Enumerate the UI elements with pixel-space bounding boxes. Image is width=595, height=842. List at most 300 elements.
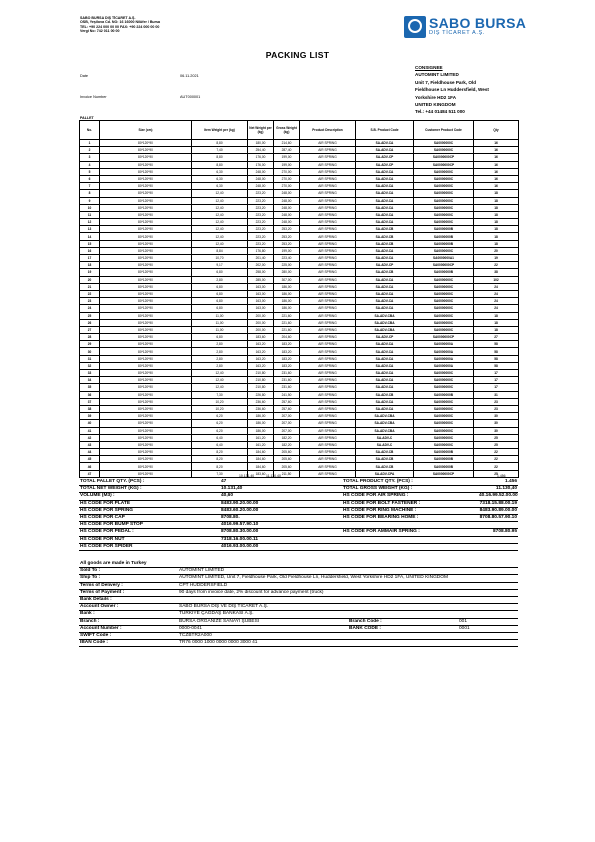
table-cell: 6,80 [192,305,248,312]
table-cell: SA0000000C [414,190,474,197]
table-cell: 58 [474,355,519,362]
table-cell: AIR SPRING [300,305,356,312]
table-cell: 5 [80,168,100,175]
summary-label: HS CODE FOR RING MACHINE : [343,507,417,513]
table-cell: SA-ADV-CBA [356,319,414,326]
table-cell: 80*120*90 [100,398,192,405]
summary-value: 8483.90.89.00.00 [479,507,517,513]
summary-label: HS CODE FOR AIR SPRING : [343,493,409,499]
summary-label: HS CODE FOR CAP [80,514,125,520]
table-cell: 253,20 [274,233,300,240]
company-line: SABO BURSA DIŞ TİCARET A.Ş. [80,16,136,20]
table-cell: SA-ADV-CPA [356,470,414,477]
table-cell: 37 [80,398,100,405]
table-cell: 210,80 [248,370,274,377]
table-row [80,233,519,240]
table-cell: 10 [80,204,100,211]
table-cell: 22 [474,456,519,463]
summary-row [79,522,518,529]
shipping-value: CPT HUDDERSFIELD [179,582,228,588]
table-cell: 80*120*90 [100,319,192,326]
table-cell: 80*120*90 [100,175,192,182]
table-cell: 2,80 [192,355,248,362]
table-cell: 16 [474,183,519,190]
table-cell: AIR SPRING [300,211,356,218]
table-cell: 40 [80,420,100,427]
shipping-value: AUTOMINT LIMITED [179,568,225,574]
table-cell: SA-ADV-CA [356,190,414,197]
invoice-label: Invoice Number [80,95,107,99]
table-cell: 184,60 [248,463,274,470]
table-cell: 25 [474,470,519,477]
table-cell: 80*120*90 [100,269,192,276]
table-cell: SA-ADV-CP [356,262,414,269]
table-cell: 23 [474,398,519,405]
table-cell: 80*120*90 [100,341,192,348]
table-cell: SA0000000C [414,413,474,420]
table-cell: 22 [474,262,519,269]
shipping-label: Account Owner : [80,604,119,610]
table-cell: 24 [474,290,519,297]
sabo-logo [404,14,527,42]
table-cell: 2,80 [192,362,248,369]
table-cell: 80*120*90 [100,370,192,377]
table-cell: 180,00 [248,140,274,147]
table-cell: SA0000000C [414,398,474,405]
table-cell: SA0000000C [414,247,474,254]
summary-value: 40,60 [221,493,234,499]
table-cell: 80*120*90 [100,204,192,211]
table-cell: 44 [80,449,100,456]
table-cell: SA0000000C [414,204,474,211]
table-cell: AIR SPRING [300,161,356,168]
table-row [80,370,519,377]
table-cell: SA0000000C [414,219,474,226]
table-cell: 12,40 [192,240,248,247]
table-cell: 2,80 [192,341,248,348]
table-cell: SA0000000C [414,283,474,290]
table-cell: 12,40 [192,211,248,218]
table-cell: 248,00 [274,204,300,211]
table-cell: 20 [474,247,519,254]
table-cell: 225,00 [274,262,300,269]
summary-row [79,537,518,544]
table-cell: AIR SPRING [300,140,356,147]
table-cell: 285,00 [248,276,274,283]
summary-value: 4016.93.00.00.00 [221,543,259,549]
table-cell: AIR SPRING [300,147,356,154]
table-cell: 12,40 [192,233,248,240]
table-cell: SA0000000A [414,362,474,369]
shipping-value: SABO BURSA DIŞ VE DIŞ TİCARET A.Ş. [179,604,269,610]
table-cell: 38 [474,269,519,276]
table-cell: 80*120*90 [100,355,192,362]
summary-block [79,479,518,551]
table-cell: SA-ADV-CB [356,233,414,240]
table-cell: 80*120*90 [100,168,192,175]
table-cell: 12,40 [192,219,248,226]
table-cell: 7 [80,183,100,190]
table-cell: SA0000000C [414,377,474,384]
shipping-row [79,633,518,640]
table-cell: 80*120*90 [100,147,192,154]
table-cell: 80*120*90 [100,348,192,355]
table-cell: SA0000000C [414,211,474,218]
shipping-row [79,604,518,611]
table-cell: SA-ADV-C [356,441,414,448]
table-cell: 6,80 [192,283,248,290]
table-cell: SA-ADV-CA [356,398,414,405]
table-cell: 80*120*90 [100,391,192,398]
shipping-label: Branch : [80,618,100,624]
table-cell: AIR SPRING [300,413,356,420]
table-cell: 80*120*90 [100,233,192,240]
table-cell: SA0000000A [414,348,474,355]
col-header: Size (cm) [100,121,192,140]
summary-value: 7318.16.00.00.11 [221,536,259,542]
table-cell: 199,00 [274,247,300,254]
table-cell: SA0000000C [414,290,474,297]
pallet-label: PALLET [80,116,94,120]
table-cell: SA0000000CP [414,470,474,477]
table-cell: SA0000000C [414,305,474,312]
table-cell: 12,40 [192,204,248,211]
table-cell: 80*120*90 [100,463,192,470]
shipping-row [79,640,518,647]
table-cell: 223,20 [248,233,274,240]
table-cell: 183,20 [274,341,300,348]
table-cell: 27 [80,326,100,333]
summary-value: 7318.15.88.00.19 [479,500,517,506]
table-cell: 207,00 [274,420,300,427]
table-cell: 58 [474,362,519,369]
table-cell: 163,00 [248,298,274,305]
table-cell: AIR SPRING [300,434,356,441]
table-cell: AIR SPRING [300,398,356,405]
table-cell: 58 [474,348,519,355]
consignee-line: AUTOMINT LIMITED [415,72,459,78]
table-cell: 18 [474,319,519,326]
table-cell: AIR SPRING [300,190,356,197]
table-cell: SA-ADV-CA [356,247,414,254]
table-cell: 186,00 [274,305,300,312]
table-cell: 6,30 [192,183,248,190]
table-cell: SA0000000C [414,140,474,147]
table-cell: SA0000000C [414,197,474,204]
table-cell: SA-ADV-CA [356,276,414,283]
table-cell: SA-ADV-CB [356,456,414,463]
table-cell: SA0000000C [414,298,474,305]
table-cell: 7,40 [192,147,248,154]
table-cell: 199,00 [274,161,300,168]
total-gross-weight: 11.130,40 [266,474,281,478]
table-row [80,355,519,362]
table-cell: 43 [80,441,100,448]
summary-value: 8708.80.95 [492,529,517,535]
table-cell: 199,00 [274,154,300,161]
table-cell: SA-ADV-CA [356,355,414,362]
summary-label: HS CODE FOR NUT [80,536,125,542]
table-cell: AIR SPRING [300,312,356,319]
table-cell: 6,40 [192,441,248,448]
table-cell: 12,40 [192,370,248,377]
table-cell: 80*120*90 [100,434,192,441]
summary-value: 8708.80.57.90.10 [479,514,517,520]
table-cell: SA0000000B [414,226,474,233]
table-cell: 6,80 [192,298,248,305]
table-cell: 31 [474,391,519,398]
summary-row [79,544,518,551]
table-cell: 2,80 [192,276,248,283]
table-cell: SA0000000C [414,420,474,427]
table-cell: 31 [80,355,100,362]
table-cell: AIR SPRING [300,233,356,240]
table-cell: 17 [80,255,100,262]
table-cell: AIR SPRING [300,405,356,412]
table-cell: 8,80 [192,140,248,147]
table-row [80,413,519,420]
table-cell: 29 [80,341,100,348]
table-cell: AIR SPRING [300,154,356,161]
table-cell: 183,60 [248,470,274,477]
table-cell: 8,80 [192,161,248,168]
table-cell: 205,60 [274,456,300,463]
table-cell: SA-ADV-CB [356,463,414,470]
table-cell: 186,00 [274,298,300,305]
table-cell: 3 [80,154,100,161]
table-cell: 80*120*90 [100,255,192,262]
table-cell: 24 [474,298,519,305]
table-row [80,441,519,448]
table-cell: 270,00 [274,175,300,182]
table-cell: SA-ADV-CA [356,298,414,305]
shipping-label: SWIFT Code : [80,632,112,638]
table-cell: AIR SPRING [300,204,356,211]
shipping-value: 001 [459,618,468,624]
table-cell: SA-ADV-CA [356,290,414,297]
table-row [80,197,519,204]
table-row [80,334,519,341]
table-cell: 184,60 [248,456,274,463]
table-cell: 80*120*90 [100,226,192,233]
table-cell: 210,80 [248,377,274,384]
table-cell: 18 [474,233,519,240]
table-cell: SA-ADV-CP [356,154,414,161]
table-row [80,449,519,456]
table-cell: 20 [80,276,100,283]
document-title: PACKING LIST [265,50,330,60]
table-cell: 186,00 [274,283,300,290]
table-cell: 80*120*90 [100,197,192,204]
table-cell: 80*120*90 [100,334,192,341]
table-cell: AIR SPRING [300,441,356,448]
table-cell: SA0000000C [414,370,474,377]
total-net-weight: 10.131,40 [239,474,255,478]
table-cell: 200,00 [248,319,274,326]
table-cell: 287,40 [274,147,300,154]
consignee-label: CONSIGNEE [415,65,443,70]
table-cell: 200,00 [248,312,274,319]
table-cell: AIR SPRING [300,377,356,384]
shipping-row [79,575,518,582]
table-cell: 80*120*90 [100,456,192,463]
table-row [80,456,519,463]
table-cell: SA-ADV-CB [356,226,414,233]
shipping-value: TÜRKİYE ÇAĞDAŞ BANKASI A.Ş. [179,611,254,617]
table-cell: 8,20 [192,449,248,456]
table-cell: 257,60 [274,405,300,412]
table-cell: 21 [80,283,100,290]
summary-label: HS CODE FOR SPIDER [80,543,133,549]
table-cell: 6,80 [192,269,248,276]
table-cell: SA-ADV-CA [356,175,414,182]
table-cell: SA-ADV-CA [356,362,414,369]
table-cell: 30 [474,420,519,427]
table-cell: SA0000000CP [414,334,474,341]
shipping-label: Terms of Payment : [80,589,125,595]
table-cell: 223,20 [248,219,274,226]
table-cell: 12,40 [192,190,248,197]
table-cell: 26 [80,319,100,326]
table-cell: AIR SPRING [300,420,356,427]
table-cell: 17 [474,370,519,377]
shipping-value: AUTOMINT LIMITED, Unit 7, Fieldhouse Park, Old Fieldhouse Ln, Huddersfield, West Yorkshire HD2 1FA, UNITED KINGDOM [179,575,448,581]
table-cell: SA-ADV-CA [356,348,414,355]
table-cell: 163,20 [248,355,274,362]
table-cell: 23 [80,298,100,305]
table-row [80,341,519,348]
table-cell: 16 [80,247,100,254]
table-cell: 163,00 [248,283,274,290]
col-header: S.B. Product Code [356,121,414,140]
table-cell: 16 [474,161,519,168]
summary-label: HS CODE FOR AMMAIR SPRING : [343,529,420,535]
shipping-label: Sold To : [80,568,101,574]
table-row [80,140,519,147]
table-cell: 15 [80,240,100,247]
col-header: Gross Weight (kg) [274,121,300,140]
table-cell: SA-ADV-CBA [356,427,414,434]
table-cell: 186,00 [248,427,274,434]
table-cell: 248,00 [274,197,300,204]
table-row [80,348,519,355]
table-cell: 18 [474,219,519,226]
table-cell: SA0000000A [414,355,474,362]
brand-name: SABO BURSA [429,15,527,31]
table-cell: AIR SPRING [300,319,356,326]
col-header: Item Weight per (kg) [192,121,248,140]
table-cell: 248,00 [248,183,274,190]
table-row [80,391,519,398]
table-cell: 186,00 [248,413,274,420]
table-row [80,175,519,182]
summary-label: TOTAL GROSS WEIGHT (KG) : [343,486,413,492]
table-cell: SA0000000C [414,405,474,412]
table-cell: 13 [80,226,100,233]
table-cell: 32 [80,362,100,369]
table-cell: AIR SPRING [300,247,356,254]
shipping-label: IBAN Code : [80,640,108,646]
table-cell: 12,40 [192,377,248,384]
table-row [80,312,519,319]
table-row [80,290,519,297]
consignee-line: Fieldhouse Ln Huddersfield, West [415,87,489,93]
table-row [80,283,519,290]
table-cell: 80*120*90 [100,362,192,369]
table-row [80,319,519,326]
table-cell: SA-ADV-CP [356,334,414,341]
table-cell: 22 [474,449,519,456]
table-cell: 80*120*90 [100,262,192,269]
table-cell: 223,20 [248,240,274,247]
consignee-line: UNITED KINGDOM [415,102,456,108]
company-line: OSB, Yeşilova Cd. NO: 16 16000 Nilüfer / Bursa [80,20,161,25]
table-cell: 17 [474,384,519,391]
table-cell: 6,20 [192,420,248,427]
table-cell: SA-ADV-CA [356,147,414,154]
table-cell: 16 [474,154,519,161]
table-cell: 16 [474,140,519,147]
col-header: Net Weight per (kg) [248,121,274,140]
table-cell: 1 [80,140,100,147]
table-cell: AIR SPRING [300,341,356,348]
table-cell: 12,40 [192,226,248,233]
table-cell: 25 [474,434,519,441]
shipping-row [79,597,518,604]
table-cell: AIR SPRING [300,391,356,398]
summary-label: HS CODE FOR BOLT FASTENER : [343,500,421,506]
sabo-logo-icon [404,16,426,38]
table-cell: 18 [474,240,519,247]
table-cell: SA0000000CP [414,154,474,161]
shipping-value: 90 days from invoice date, 2% discount for advance payment (truck) [179,589,324,595]
table-cell: SA0000000B [414,456,474,463]
table-row [80,183,519,190]
shipping-value: TR76 0000 1000 0000 0000 3000 41 [179,640,258,646]
summary-value: 40.16.99.52.00.00 [479,493,518,499]
table-cell: AIR SPRING [300,370,356,377]
table-cell: 270,00 [274,168,300,175]
consignee-line: Yorkshire HD2 1FA [415,94,457,100]
table-row [80,211,519,218]
table-cell: SA-ADV-CBA [356,326,414,333]
table-cell: SA-ADV-CB [356,391,414,398]
table-cell: SA0000000C [414,175,474,182]
table-cell: 80*120*90 [100,211,192,218]
summary-value: 8708.80.30.00.00 [221,529,259,535]
table-cell: 80*120*90 [100,298,192,305]
table-row [80,204,519,211]
table-cell: 80*120*90 [100,276,192,283]
table-cell: SA0000000B [414,449,474,456]
table-row [80,276,519,283]
table-cell: AIR SPRING [300,355,356,362]
table-cell: 18 [474,326,519,333]
table-row [80,362,519,369]
table-cell: SA-ADV-CA [356,377,414,384]
table-cell: AIR SPRING [300,290,356,297]
table-row [80,398,519,405]
table-cell: 10,20 [192,398,248,405]
table-cell: AIR SPRING [300,197,356,204]
table-cell: SA0000000B [414,269,474,276]
company-line: Vergi No: 742 011 00 00 [80,29,120,34]
summary-label: TOTAL PALLET QTY. (PCS) : [80,479,145,484]
table-cell: AIR SPRING [300,384,356,391]
summary-label: HS CODE FOR PLATE [80,500,131,506]
table-cell: 80*120*90 [100,427,192,434]
table-cell: 80*120*90 [100,247,192,254]
